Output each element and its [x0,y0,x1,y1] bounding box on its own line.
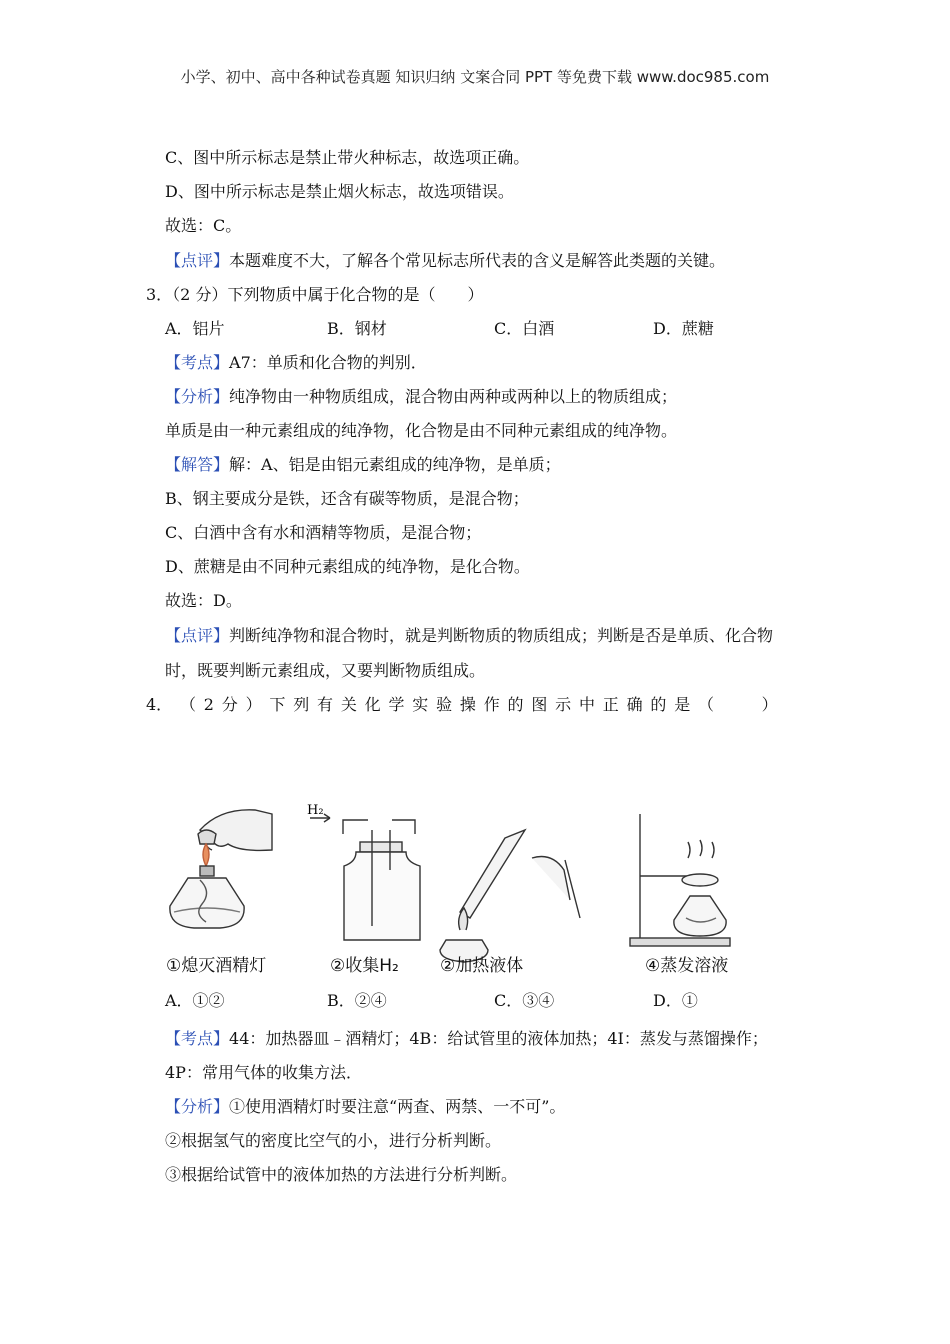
q4-fenxi [165,1096,565,1118]
stem-char: 的 [507,695,524,714]
jieda-tag: 【解答】 [165,455,230,474]
q3-jieda-b: B、钢主要成分是铁，还含有碳等物质，是混合物； [165,489,529,508]
comment-tag: 【点评】 [165,251,230,270]
q3-comment [165,625,773,647]
stem-char: 化 [364,695,381,714]
prev-comment [165,250,725,272]
stem-char: 是 [674,695,691,714]
caption-collect-h2: ②收集H₂ [330,956,399,976]
q3-jieda [165,454,561,476]
q3-jieda-c: C、白酒中含有水和酒精等物质，是混合物； [165,523,482,542]
caption-heat-liquid: ②加热液体 [440,956,524,976]
caption-extinguish-lamp: ①熄灭酒精灯 [166,956,267,976]
stem-char: ） [245,695,262,714]
stem-char: 4． [146,695,173,714]
kaodian-text: A7：单质和化合物的判别． [229,353,427,372]
fenxi-tag: 【分析】 [165,387,230,406]
gas-collection-bottle-illustration [310,814,420,940]
stem-char: 验 [436,695,453,714]
stem-char: 确 [626,695,643,714]
stem-char: 作 [483,695,500,714]
comment-tag: 【点评】 [165,626,230,645]
q3-fenxi [165,386,677,408]
kaodian-text: 44：加热器皿﹣酒精灯；4B：给试管里的液体加热；4I：蒸发与蒸馏操作； [229,1029,768,1048]
q3-option-b: B．钢材 [327,319,387,338]
comment-text: 本题难度不大，了解各个常见标志所代表的含义是解答此类题的关键。 [229,251,726,270]
stem-char: 列 [293,695,310,714]
q3-option-c: C．白酒 [494,319,555,338]
prev-option-c: C、图中所示标志是禁止带火种标志，故选项正确。 [165,148,530,167]
q3-comment-2: 时，既要判断元素组成，又要判断物质组成。 [165,661,486,680]
q4-kaodian [165,1028,768,1050]
q4-option-c: C．③④ [494,991,555,1010]
jieda-text: 解：A、铝是由铝元素组成的纯净物，是单质； [229,455,561,474]
q4-stem [146,694,778,716]
stem-char: 分 [221,695,238,714]
stem-char: 下 [269,695,286,714]
q3-choice: 故选：D。 [165,591,242,610]
q3-kaodian [165,352,427,374]
q4-fenxi-2: ②根据氢气的密度比空气的小，进行分析判断。 [165,1131,502,1150]
stem-char: 中 [578,695,595,714]
stem-char [722,694,754,716]
q3-option-d: D．蔗糖 [653,319,714,338]
q4-fenxi-3: ③根据给试管中的液体加热的方法进行分析判断。 [165,1165,518,1184]
kaodian-tag: 【考点】 [165,1029,230,1048]
extinguish-lamp-illustration [170,810,272,928]
stem-char: 图 [531,695,548,714]
stem-char: 正 [602,695,619,714]
page-header: 小学、初中、高中各种试卷真题 知识归纳 文案合同 PPT 等免费下载 www.doc985.com [180,68,770,86]
fenxi-text: 纯净物由一种物质组成，混合物由两种或两种以上的物质组成； [229,387,678,406]
stem-char: 的 [650,695,667,714]
q3-jieda-d: D、蔗糖是由不同种元素组成的纯净物，是化合物。 [165,557,530,576]
stem-char: 关 [340,695,357,714]
kaodian-tag: 【考点】 [165,353,230,372]
q4-option-a: A．①② [165,991,225,1010]
prev-option-d: D、图中所示标志是禁止烟火标志，故选项错误。 [165,182,514,201]
heating-liquid-illustration [440,830,580,962]
stem-char: 示 [555,695,572,714]
h2-label: H₂ [307,803,324,818]
fenxi-text: ①使用酒精灯时要注意“两查、两禁、一不可”。 [229,1097,566,1116]
fenxi-tag: 【分析】 [165,1097,230,1116]
stem-char: 2 [203,695,214,714]
q3-fenxi-2: 单质是由一种元素组成的纯净物，化合物是由不同种元素组成的纯净物。 [165,421,678,440]
q4-option-d: D．① [653,991,698,1010]
stem-char: 有 [317,695,334,714]
stem-char: 操 [459,695,476,714]
stem-char: （ [179,695,196,714]
caption-evaporate-solution: ④蒸发溶液 [645,956,729,976]
stem-char: 学 [388,695,405,714]
comment-text: 判断纯净物和混合物时，就是判断物质的物质组成；判断是否是单质、化合物 [229,626,774,645]
q3-stem: 3．（2 分）下列物质中属于化合物的是（ ） [146,285,484,304]
evaporating-solution-illustration [630,814,730,946]
q4-option-b: B．②④ [327,991,387,1010]
q3-option-a: A．铝片 [165,319,225,338]
prev-choice: 故选：C。 [165,216,242,235]
stem-char: （ [698,695,715,714]
stem-char: 实 [412,695,429,714]
stem-char: ） [761,695,778,714]
q4-kaodian-2: 4P：常用气体的收集方法． [165,1063,362,1082]
